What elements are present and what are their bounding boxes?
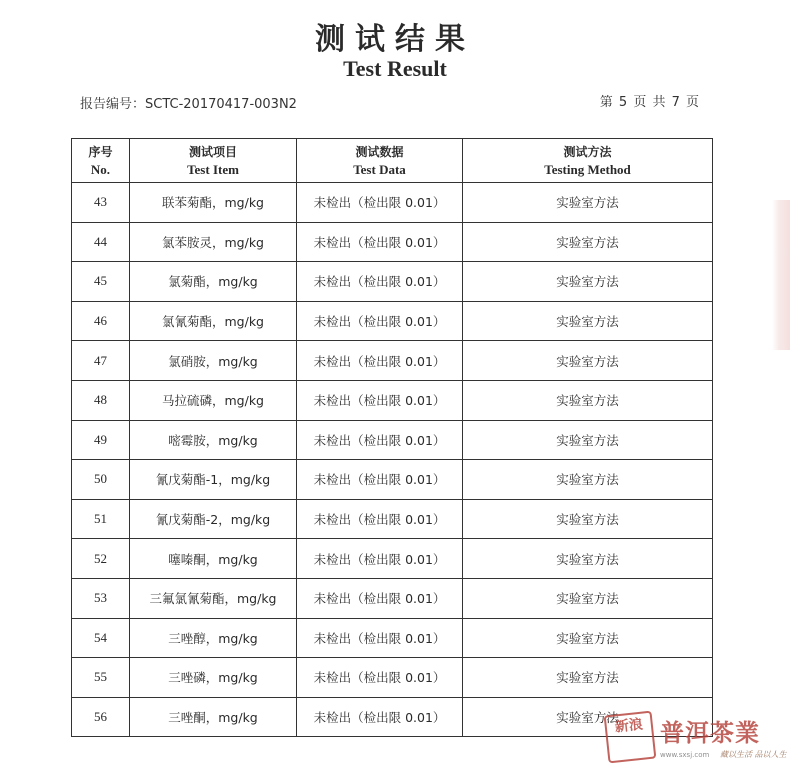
cell-test-data: 未检出（检出限 0.01） xyxy=(297,658,463,698)
cell-test-item: 噻嗪酮，mg/kg xyxy=(130,539,297,579)
watermark xyxy=(600,705,790,770)
cell-test-data: 未检出（检出限 0.01） xyxy=(297,539,463,579)
cell-test-method: 实验室方法 xyxy=(463,618,713,658)
cell-no: 50 xyxy=(72,460,130,500)
cell-test-item: 氰戊菊酯-1，mg/kg xyxy=(130,460,297,500)
header-row xyxy=(72,139,713,183)
cell-test-method: 实验室方法 xyxy=(463,420,713,460)
cell-test-data: 未检出（检出限 0.01） xyxy=(297,183,463,223)
watermark-url: www.sxsj.com xyxy=(660,751,710,759)
table-row xyxy=(72,539,713,579)
cell-test-method: 实验室方法 xyxy=(463,262,713,302)
table-row xyxy=(72,420,713,460)
cell-no: 49 xyxy=(72,420,130,460)
cell-test-data: 未检出（检出限 0.01） xyxy=(297,262,463,302)
cell-test-item: 三唑磷，mg/kg xyxy=(130,658,297,698)
cell-test-method: 实验室方法 xyxy=(463,539,713,579)
table-body xyxy=(72,183,713,737)
watermark-brand: 普洱茶業 xyxy=(660,719,760,747)
cell-test-data: 未检出（检出限 0.01） xyxy=(297,460,463,500)
cell-test-data: 未检出（检出限 0.01） xyxy=(297,301,463,341)
header-item-en: Test Item xyxy=(187,161,239,177)
cell-test-data: 未检出（检出限 0.01） xyxy=(297,499,463,539)
cell-no: 43 xyxy=(72,183,130,223)
cell-test-data: 未检出（检出限 0.01） xyxy=(297,578,463,618)
cell-test-method: 实验室方法 xyxy=(463,301,713,341)
header-method-en: Testing Method xyxy=(544,161,631,177)
cell-no: 48 xyxy=(72,380,130,420)
header-no-cn: 序号 xyxy=(88,144,113,159)
cell-no: 55 xyxy=(72,658,130,698)
cell-test-data: 未检出（检出限 0.01） xyxy=(297,420,463,460)
table-row xyxy=(72,578,713,618)
cell-test-method: 实验室方法 xyxy=(463,380,713,420)
cell-no: 44 xyxy=(72,222,130,262)
header-no-en: No. xyxy=(90,161,111,177)
cell-test-method: 实验室方法 xyxy=(463,222,713,262)
cell-no: 52 xyxy=(72,539,130,579)
table-row xyxy=(72,301,713,341)
cell-test-item: 三氟氯氰菊酯，mg/kg xyxy=(130,578,297,618)
cell-test-method: 实验室方法 xyxy=(463,499,713,539)
header-data-cn: 测试数据 xyxy=(355,144,404,159)
cell-test-item: 氰戊菊酯-2，mg/kg xyxy=(130,499,297,539)
cell-no: 45 xyxy=(72,262,130,302)
cell-test-item: 联苯菊酯，mg/kg xyxy=(130,183,297,223)
cell-test-item: 氯苯胺灵，mg/kg xyxy=(130,222,297,262)
header-data-en: Test Data xyxy=(353,161,406,177)
header-method-cn: 测试方法 xyxy=(563,144,612,159)
header-item xyxy=(130,139,297,183)
page-indicator: 第 5 页 共 7 页 xyxy=(599,95,700,110)
test-result-table xyxy=(71,138,713,737)
cell-no: 54 xyxy=(72,618,130,658)
table-row xyxy=(72,183,713,223)
table-row xyxy=(72,460,713,500)
edge-stamp-trace xyxy=(772,200,790,350)
cell-test-method: 实验室方法 xyxy=(463,460,713,500)
table-row xyxy=(72,380,713,420)
page-title-chinese: 测试结果 xyxy=(315,22,475,57)
cell-test-item: 马拉硫磷，mg/kg xyxy=(130,380,297,420)
cell-no: 51 xyxy=(72,499,130,539)
header-no xyxy=(72,139,130,183)
cell-test-data: 未检出（检出限 0.01） xyxy=(297,222,463,262)
cell-test-method: 实验室方法 xyxy=(463,341,713,381)
cell-test-item: 三唑酮，mg/kg xyxy=(130,697,297,737)
table-row xyxy=(72,262,713,302)
cell-no: 56 xyxy=(72,697,130,737)
watermark-seal: 新浪 xyxy=(604,711,657,764)
page-title-english: Test Result xyxy=(343,56,447,81)
cell-no: 47 xyxy=(72,341,130,381)
cell-test-item: 氯氰菊酯，mg/kg xyxy=(130,301,297,341)
cell-test-item: 嘧霉胺，mg/kg xyxy=(130,420,297,460)
table-row xyxy=(72,618,713,658)
header-method xyxy=(463,139,713,183)
cell-test-data: 未检出（检出限 0.01） xyxy=(297,341,463,381)
table-row xyxy=(72,341,713,381)
cell-test-item: 三唑醇，mg/kg xyxy=(130,618,297,658)
table-row xyxy=(72,658,713,698)
cell-test-data: 未检出（检出限 0.01） xyxy=(297,380,463,420)
table-row xyxy=(72,222,713,262)
cell-test-method: 实验室方法 xyxy=(463,578,713,618)
cell-no: 46 xyxy=(72,301,130,341)
table-row xyxy=(72,499,713,539)
header-item-cn: 测试项目 xyxy=(188,144,237,159)
cell-test-data: 未检出（检出限 0.01） xyxy=(297,618,463,658)
cell-test-data: 未检出（检出限 0.01） xyxy=(297,697,463,737)
cell-test-method: 实验室方法 xyxy=(463,183,713,223)
cell-test-method: 实验室方法 xyxy=(463,658,713,698)
cell-test-item: 氯菊酯，mg/kg xyxy=(130,262,297,302)
watermark-motto: 藏以生活 品以人生 xyxy=(720,750,787,759)
table-header xyxy=(72,139,713,183)
cell-test-method: 实验室方法 xyxy=(463,697,713,737)
report-number: 报告编号：SCTC-20170417-003N2 xyxy=(80,97,297,112)
cell-no: 53 xyxy=(72,578,130,618)
header-data xyxy=(297,139,463,183)
cell-test-item: 氯硝胺，mg/kg xyxy=(130,341,297,381)
